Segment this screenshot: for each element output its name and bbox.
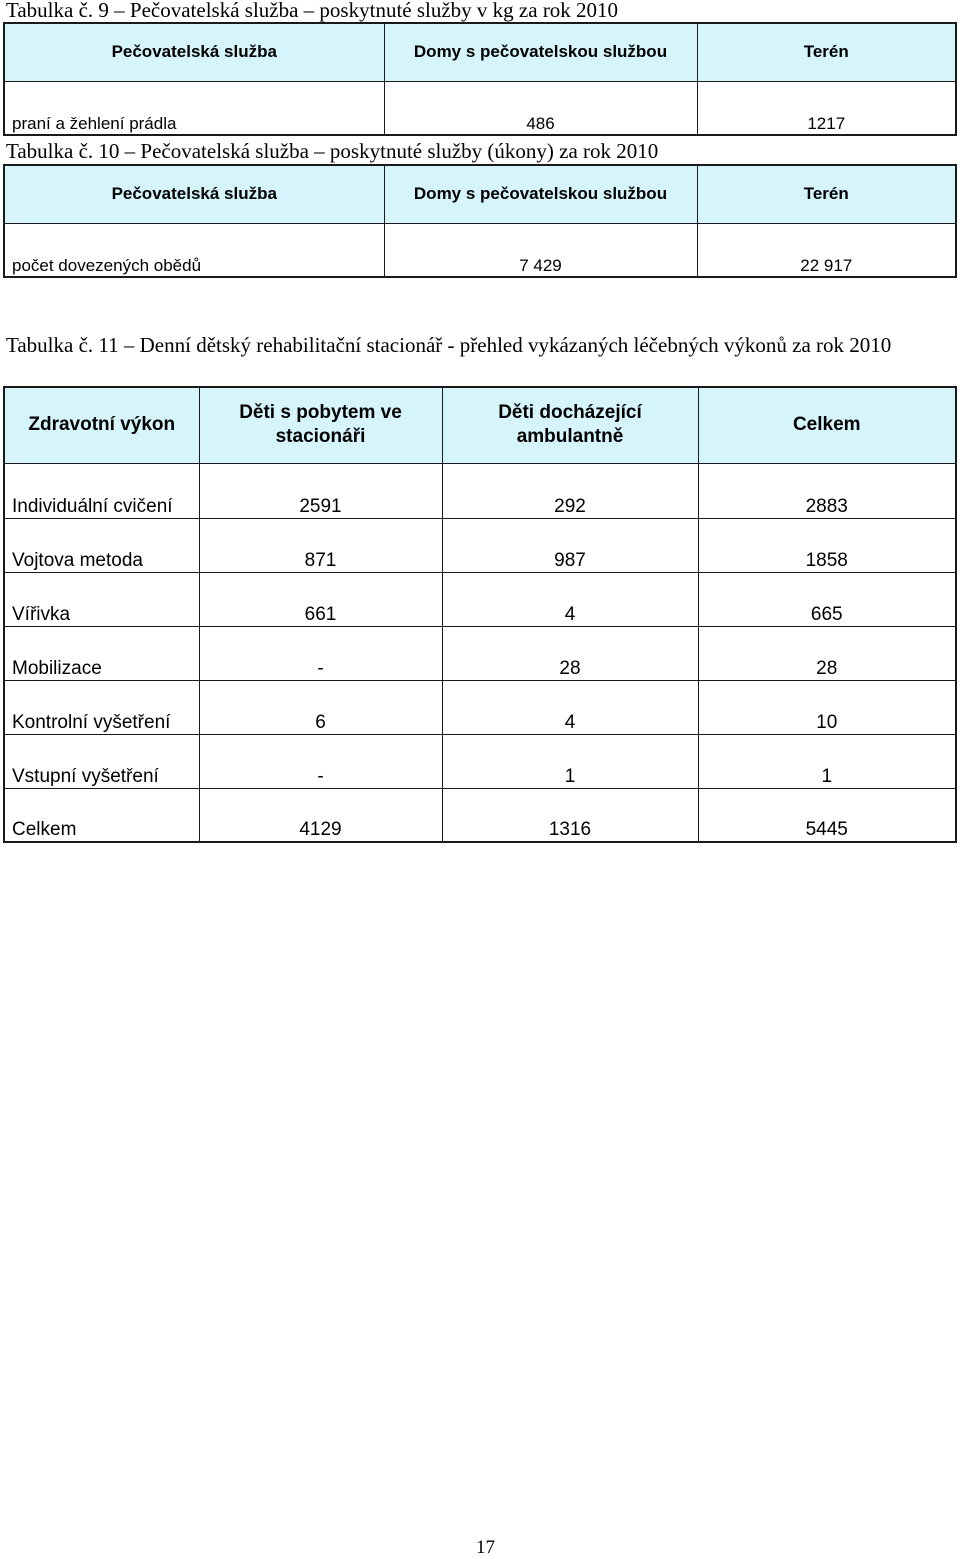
table-cell: - (199, 734, 442, 788)
table9-header-cell: Domy s pečovatelskou službou (384, 23, 697, 81)
table11-header-cell: Celkem (698, 387, 956, 463)
table10-header-row (4, 165, 956, 223)
table-cell: 7 429 (384, 223, 697, 277)
table-cell: 28 (442, 626, 698, 680)
table-row (4, 223, 956, 277)
table-cell: 1 (442, 734, 698, 788)
table-cell: Individuální cvičení (4, 463, 199, 518)
table-cell: 1217 (697, 81, 956, 135)
table9-header-cell: Terén (697, 23, 956, 81)
table9-caption: Tabulka č. 9 – Pečovatelská služba – poskytnuté služby v kg za rok 2010 (6, 0, 619, 22)
table-cell: Kontrolní vyšetření (4, 680, 199, 734)
table-cell: 1316 (442, 788, 698, 842)
table11-header-cell: Zdravotní výkon (4, 387, 199, 463)
table-cell: 292 (442, 463, 698, 518)
table10-caption: Tabulka č. 10 – Pečovatelská služba – poskytnuté služby (úkony) za rok 2010 (6, 139, 659, 163)
table-cell: 22 917 (697, 223, 956, 277)
table11-header-cell: Děti s pobytem ve stacionáři (199, 387, 442, 463)
table-cell: 871 (199, 518, 442, 572)
table11-caption: Tabulka č. 11 – Denní dětský rehabilitační stacionář - přehled vykázaných léčebných výkonů za rok 2010 (6, 333, 892, 357)
table9-header-row (4, 23, 956, 81)
table-cell: 6 (199, 680, 442, 734)
table-cell: 486 (384, 81, 697, 135)
table-cell: Vojtova metoda (4, 518, 199, 572)
table10-header-cell: Domy s pečovatelskou službou (384, 165, 697, 223)
table-cell: 665 (698, 572, 956, 626)
table11 (3, 386, 957, 843)
table-row (4, 626, 956, 680)
table-cell: Vstupní vyšetření (4, 734, 199, 788)
table-cell: 2883 (698, 463, 956, 518)
table11-header-cell: Děti docházející ambulantně (442, 387, 698, 463)
table11-header-row (4, 387, 956, 463)
table-cell: 2591 (199, 463, 442, 518)
table9-header-cell: Pečovatelská služba (4, 23, 384, 81)
table-cell: Mobilizace (4, 626, 199, 680)
table-cell: 28 (698, 626, 956, 680)
table-cell: 987 (442, 518, 698, 572)
table-row (4, 572, 956, 626)
table-cell: 1 (698, 734, 956, 788)
table-cell: Celkem (4, 788, 199, 842)
table-cell: počet dovezených obědů (4, 223, 384, 277)
table-cell: 5445 (698, 788, 956, 842)
table-cell: 1858 (698, 518, 956, 572)
table10-header-cell: Terén (697, 165, 956, 223)
table-cell: 4 (442, 572, 698, 626)
table-cell: 10 (698, 680, 956, 734)
table-cell: 4 (442, 680, 698, 734)
table-row (4, 518, 956, 572)
table-row (4, 463, 956, 518)
table-cell: praní a žehlení prádla (4, 81, 384, 135)
table-cell: 4129 (199, 788, 442, 842)
table-row (4, 734, 956, 788)
table-row (4, 81, 956, 135)
table-row (4, 680, 956, 734)
table-cell: Vířivka (4, 572, 199, 626)
table10-header-cell: Pečovatelská služba (4, 165, 384, 223)
page-number: 17 (476, 1537, 495, 1558)
table10 (3, 164, 957, 278)
table-cell: - (199, 626, 442, 680)
table-cell: 661 (199, 572, 442, 626)
table-row (4, 788, 956, 842)
table9 (3, 22, 957, 136)
